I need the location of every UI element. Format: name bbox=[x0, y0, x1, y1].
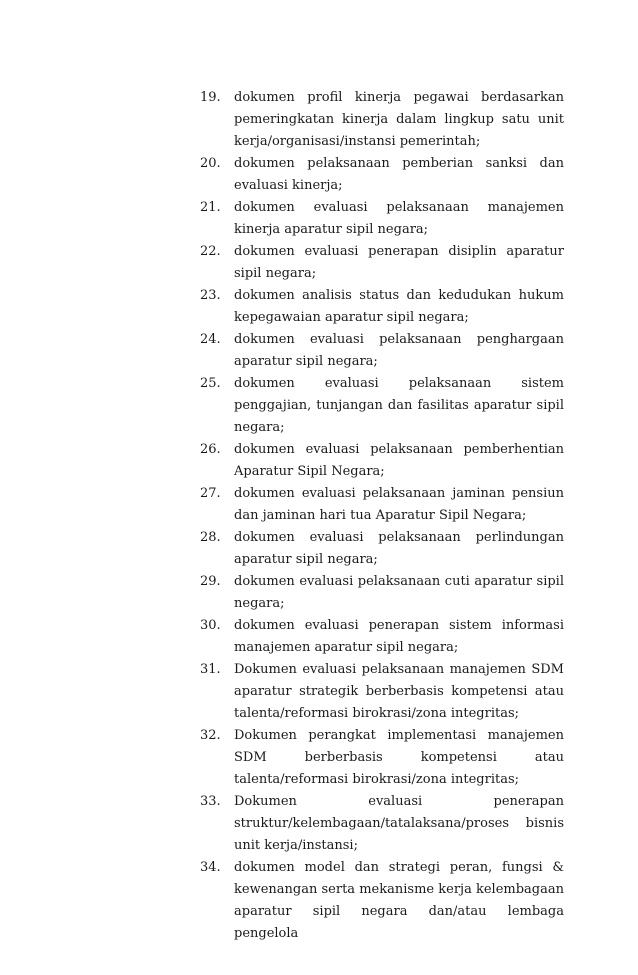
item-text: dokumen evaluasi pelaksanaan pemberhentian Aparatur Sipil Negara; bbox=[234, 442, 564, 479]
item-number: 25. bbox=[200, 376, 221, 391]
item-text: dokumen pelaksanaan pemberian sanksi dan evaluasi kinerja; bbox=[234, 156, 564, 193]
list-item bbox=[200, 329, 564, 373]
item-number: 33. bbox=[200, 794, 221, 809]
list-item bbox=[200, 439, 564, 483]
list-item bbox=[200, 285, 564, 329]
item-number: 19. bbox=[200, 90, 221, 105]
list-item bbox=[200, 659, 564, 725]
item-text: dokumen evaluasi pelaksanaan perlindungan aparatur sipil negara; bbox=[234, 530, 564, 567]
item-text: dokumen evaluasi pelaksanaan cuti aparatur sipil negara; bbox=[234, 574, 564, 611]
item-text: dokumen evaluasi penerapan sistem informasi manajemen aparatur sipil negara; bbox=[234, 618, 564, 655]
document-list bbox=[200, 87, 564, 945]
item-number: 27. bbox=[200, 486, 221, 501]
item-text: dokumen analisis status dan kedudukan hukum kepegawaian aparatur sipil negara; bbox=[234, 288, 564, 325]
item-number: 28. bbox=[200, 530, 221, 545]
item-text: dokumen evaluasi pelaksanaan manajemen kinerja aparatur sipil negara; bbox=[234, 200, 564, 237]
item-text: dokumen model dan strategi peran, fungsi & kewenangan serta mekanisme kerja kelembagaan aparatur sipil negara dan/atau lembaga pengelola bbox=[234, 860, 564, 941]
item-text: dokumen evaluasi penerapan disiplin aparatur sipil negara; bbox=[234, 244, 564, 281]
item-number: 34. bbox=[200, 860, 221, 875]
item-number: 23. bbox=[200, 288, 221, 303]
list-item bbox=[200, 87, 564, 153]
list-item bbox=[200, 725, 564, 791]
list-item bbox=[200, 241, 564, 285]
list-item bbox=[200, 571, 564, 615]
item-text: dokumen evaluasi pelaksanaan sistem penggajian, tunjangan dan fasilitas aparatur sipil negara; bbox=[234, 376, 564, 435]
list-item bbox=[200, 197, 564, 241]
list-item bbox=[200, 373, 564, 439]
item-number: 22. bbox=[200, 244, 221, 259]
item-number: 30. bbox=[200, 618, 221, 633]
list-item bbox=[200, 615, 564, 659]
item-number: 24. bbox=[200, 332, 221, 347]
item-number: 29. bbox=[200, 574, 221, 589]
item-text: Dokumen evaluasi pelaksanaan manajemen SDM aparatur strategik berberbasis kompetensi atau talenta/reformasi birokrasi/zona integritas; bbox=[234, 662, 564, 721]
list-item bbox=[200, 483, 564, 527]
item-text: dokumen profil kinerja pegawai berdasarkan pemeringkatan kinerja dalam lingkup satu unit kerja/organisasi/instansi pemerintah; bbox=[234, 90, 564, 149]
item-text: Dokumen perangkat implementasi manajemen SDM berberbasis kompetensi atau talenta/reformasi birokrasi/zona integritas; bbox=[234, 728, 564, 787]
item-number: 21. bbox=[200, 200, 221, 215]
list-item bbox=[200, 791, 564, 857]
list-item bbox=[200, 857, 564, 945]
list-item bbox=[200, 153, 564, 197]
item-text: Dokumen evaluasi penerapan struktur/kelembagaan/tatalaksana/proses bisnis unit kerja/instansi; bbox=[234, 794, 564, 853]
item-number: 26. bbox=[200, 442, 221, 457]
list-item bbox=[200, 527, 564, 571]
item-number: 32. bbox=[200, 728, 221, 743]
item-text: dokumen evaluasi pelaksanaan jaminan pensiun dan jaminan hari tua Aparatur Sipil Negara; bbox=[234, 486, 564, 523]
item-number: 20. bbox=[200, 156, 221, 171]
item-number: 31. bbox=[200, 662, 221, 677]
item-text: dokumen evaluasi pelaksanaan penghargaan aparatur sipil negara; bbox=[234, 332, 564, 369]
